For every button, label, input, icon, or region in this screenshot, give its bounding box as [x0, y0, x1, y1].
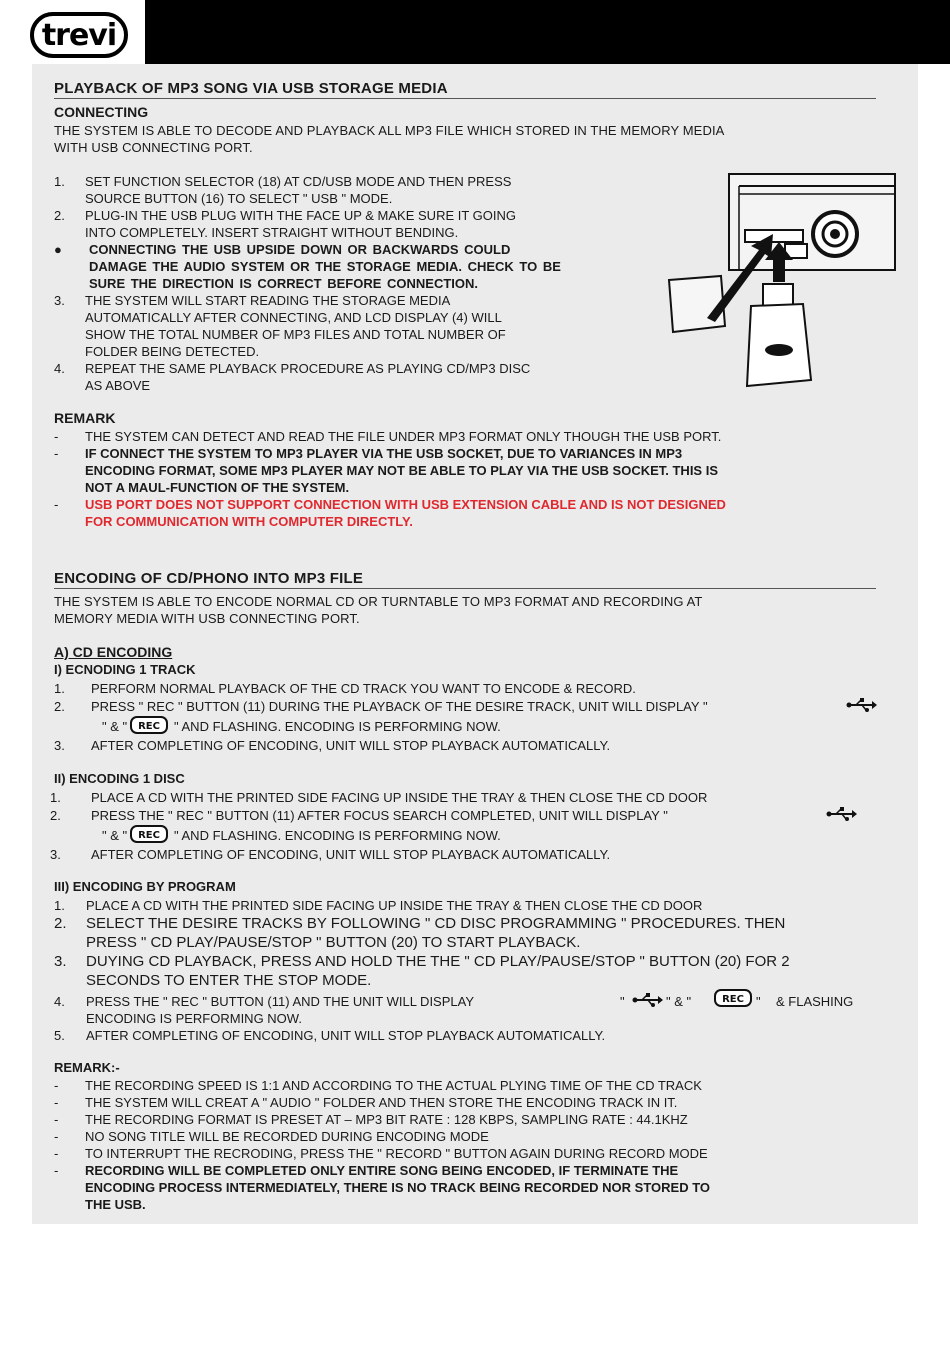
rec-display-icon [714, 989, 752, 1007]
svg-text:REC: REC [722, 994, 744, 1005]
remark-heading: REMARK [54, 410, 116, 426]
page-header [0, 0, 950, 64]
svg-text:REC: REC [138, 830, 160, 841]
encoding-1-disc-heading: II) ENCODING 1 DISC [54, 771, 185, 786]
usb-connection-illustration [667, 172, 897, 392]
encoding-by-program-heading: III) ENCODING BY PROGRAM [54, 879, 236, 894]
svg-text:REC: REC [138, 721, 160, 732]
section-title-encoding: ENCODING OF CD/PHONO INTO MP3 FILE [54, 570, 876, 589]
header-black-band [145, 0, 950, 64]
cd-encoding-heading: A) CD ENCODING [54, 644, 173, 660]
memory-card-icon [669, 276, 725, 332]
connecting-intro-line1: THE SYSTEM IS ABLE TO DECODE AND PLAYBACK ALL MP3 FILE WHICH STORED IN THE MEMORY MEDIA [54, 123, 725, 138]
connecting-heading: CONNECTING [54, 104, 149, 120]
usb-symbol-icon [846, 698, 878, 712]
connecting-intro-line2: WITH USB CONNECTING PORT. [54, 140, 253, 155]
section-title-usb-playback: PLAYBACK OF MP3 SONG VIA USB STORAGE MEDIA [54, 80, 876, 99]
usb-symbol-icon [632, 993, 664, 1007]
encoding-intro-line2: MEMORY MEDIA WITH USB CONNECTING PORT. [54, 611, 360, 626]
encoding-1-track-heading: I) ECNODING 1 TRACK [54, 662, 196, 677]
manual-page-content: PLAYBACK OF MP3 SONG VIA USB STORAGE MEDIA CONNECTING THE SYSTEM IS ABLE TO DECODE AND PLAYBACK ALL MP3 FILE WHICH STORED IN THE MEMORY MEDIA WITH USB CONNECTING PORT. 1. SET FUNCTION SELECTOR (18) AT CD/USB MODE AND THEN PRESS SOURCE BUTTON (16) TO SELECT " USB " MODE. 2. PLUG-IN THE USB PLUG WITH THE FACE UP & MAKE SURE IT GOING INTO COMPLETELY. INSERT STRAIGHT WITHOUT BENDING. ● CONNECTING THE USB UPSIDE DOWN OR BACKWARDS COULD DAMAGE THE AUDIO SYSTEM OR THE STORAGE MEDIA. CHECK TO BE SURE THE DIRECTION IS CORRECT BEFORE CONNECTION. 3. THE SYSTEM WILL START READING THE STORAGE MEDIA AUTOMATICALLY AFTER CONNECTING, AND LCD DISPLAY (4) WILL SHOW THE TOTAL NUMBER OF MP3 FILES AND TOTAL NUMBER OF FOLDER BEING DETECTED. 4. REPEAT THE SAME PLAYBACK PROCEDURE AS PLAYING CD/MP3 DISC AS ABOVE REMARK - THE SYSTEM CAN DETECT AND READ THE FILE UNDER MP3 FORMAT ONLY THOUGH THE USB PORT. - IF CONNECT THE SYSTEM TO MP3 PLAYER VIA THE USB SOCKET, DUE TO VARIANCES IN MP3 ENCODING FORMAT, SOME MP3 PLAYER MAY NOT BE ABLE TO PLAY VIA THE USB SOCKET. THIS IS NOT A MAUL-FUNCTION OF THE SYSTEM. - USB PORT DOES NOT SUPPORT CONNECTION WITH USB EXTENSION CABLE AND IS NOT DESIGNED FOR COMMUNICATION WITH COMPUTER DIRECTLY. ENCODING OF CD/PHONO INTO MP3 FILE THE SYSTEM IS ABLE TO ENCODE NORMAL CD OR TURNTABLE TO MP3 FORMAT AND RECORDING AT MEMORY MEDIA WITH USB CONNECTING PORT. A) CD ENCODING I) ECNODING 1 TRACK 1. PERFORM NORMAL PLAYBACK OF THE CD TRACK YOU WANT TO ENCODE & RECORD. 2. PRESS " REC " BUTTON (11) DURING THE PLAYBACK OF THE DESIRE TRACK, UNIT WILL DISPLAY " " & " REC " AND FLASHING. ENCODING IS PERFORMING NOW. 3. AFTER COMPLETING OF ENCODING, UNIT WILL STOP PLAYBACK AUTOMATICALLY. II) ENCODING 1 DISC 1. PLACE A CD WITH THE PRINTED SIDE FACING UP INSIDE THE TRAY & THEN CLOSE THE CD DOOR 2. PRESS THE " REC " BUTTON (11) AFTER FOCUS SEARCH COMPLETED, UNIT WILL DISPLAY " " & " REC " AND FLASHING. ENCODING IS PERFORMING NOW. 3. AFTER COMPLETING OF ENCODING, UNIT WILL STOP PLAYBACK AUTOMATICALLY. III) ENCODING BY PROGRAM 1. PLACE A CD WITH THE PRINTED SIDE FACING UP INSIDE THE TRAY & THEN CLOSE THE CD DOOR 2. SELECT THE DESIRE TRACKS BY FOLLOWING " CD DISC PROGRAMMING " PROCEDURES. THEN PRESS " CD PLAY/PAUSE/STOP " BUTTON (20) TO START PLAYBACK. 3. DUYING CD PLAYBACK, PRESS AND HOLD THE THE " CD PLAY/PAUSE/STOP " BUTTON (20) FOR 2 SECONDS TO ENTER THE STOP MODE. 4. PRESS THE " REC " BUTTON (11) AND THE UNIT WILL DISPLAY " " & " REC " & FLASHING ENCODING IS PERFORMING NOW. 5. AFTER COMPLETING OF ENCODING, UNIT WILL STOP PLAYBACK AUTOMATICALLY. REMARK:- - THE RECORDING SPEED IS 1:1 AND ACCORDING TO THE ACTUAL PLYING TIME OF THE CD TRACK - THE SYSTEM WILL CREAT A " AUDIO " FOLDER AND THEN STORE THE ENCODING TRACK IN IT. - THE RECORDING FORMAT IS PRESET AT – MP3 BIT RATE : 128 KBPS, SAMPLING RATE : 44.1KHZ - NO SONG TITLE WILL BE RECORDED DURING ENCODING MODE - TO INTERRUPT THE RECRODING, PRESS THE " RECORD " BUTTON AGAIN DURING RECORD MODE - RECORDING WILL BE COMPLETED ONLY ENTIRE SONG BEING ENCODED, IF TERMINATE THE ENCODING PROCESS INTERMEDIATELY, THERE IS NO TRACK BEING RECORDED NOR STORED TO THE USB. [32, 64, 918, 1224]
rec-display-icon [130, 716, 168, 734]
rec-display-icon [130, 825, 168, 843]
remark-heading-2: REMARK:- [54, 1060, 120, 1075]
encoding-intro-line1: THE SYSTEM IS ABLE TO ENCODE NORMAL CD OR TURNTABLE TO MP3 FORMAT AND RECORDING AT [54, 594, 703, 609]
usb-symbol-icon [826, 807, 858, 821]
trevi-logo: trevi [30, 12, 128, 58]
